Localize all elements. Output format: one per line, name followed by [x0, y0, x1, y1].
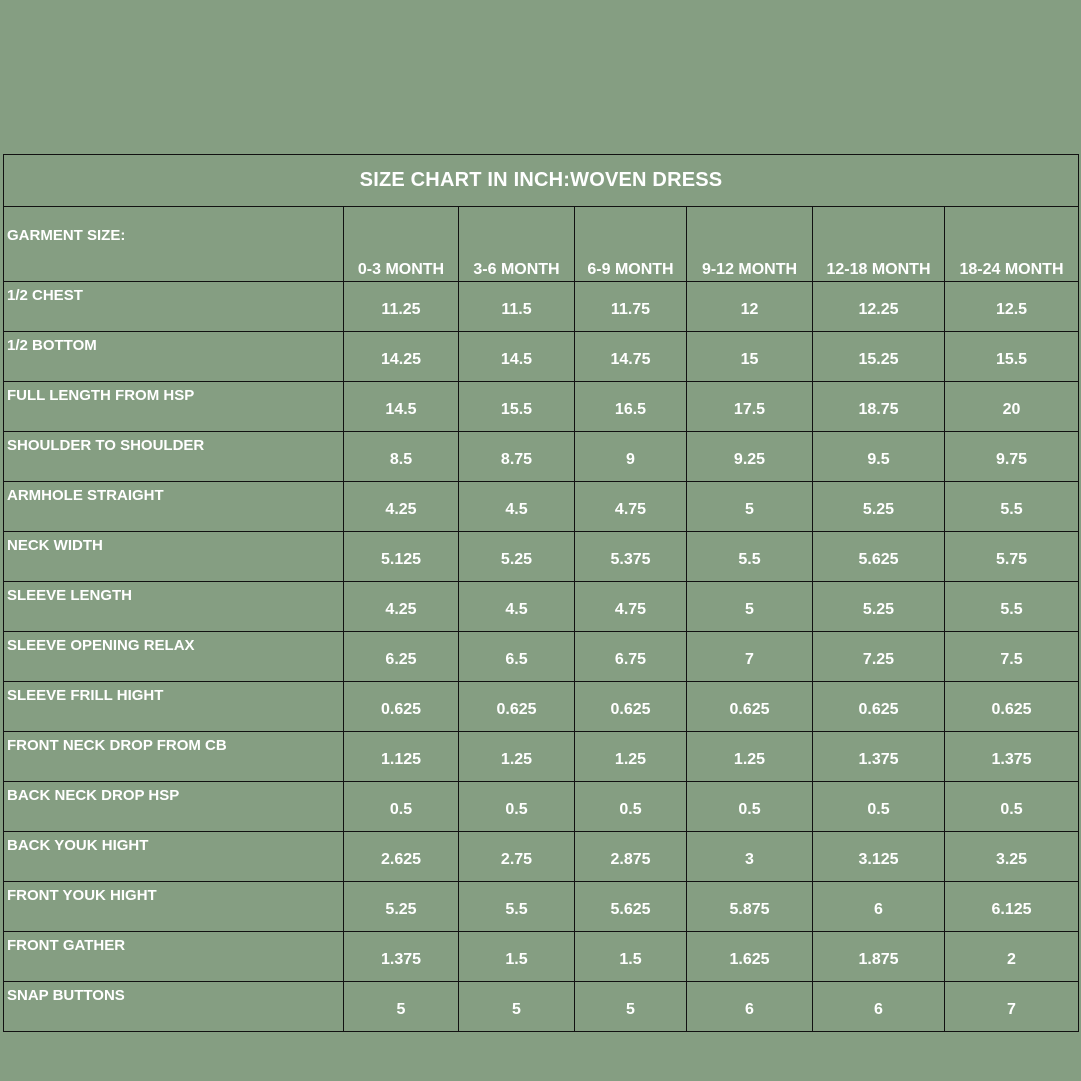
table-row	[4, 882, 1079, 932]
measurement-value: 4.5	[459, 582, 575, 632]
measurement-value: 17.5	[687, 382, 813, 432]
measurement-label: FRONT NECK DROP FROM CB	[4, 732, 344, 782]
measurement-label: SLEEVE LENGTH	[4, 582, 344, 632]
measurement-value: 9.75	[945, 432, 1079, 482]
measurement-value: 15.5	[945, 332, 1079, 382]
measurement-label: SNAP BUTTONS	[4, 982, 344, 1032]
measurement-label: SLEEVE OPENING RELAX	[4, 632, 344, 682]
measurement-value: 6.5	[459, 632, 575, 682]
measurement-value: 8.5	[344, 432, 459, 482]
header-row	[4, 207, 1079, 282]
measurement-value: 5.625	[813, 532, 945, 582]
measurement-value: 15	[687, 332, 813, 382]
size-header: 6-9 MONTH	[575, 207, 687, 282]
measurement-value: 0.625	[575, 682, 687, 732]
measurement-value: 9.5	[813, 432, 945, 482]
measurement-value: 2.75	[459, 832, 575, 882]
measurement-value: 9	[575, 432, 687, 482]
measurement-value: 2	[945, 932, 1079, 982]
table-row	[4, 332, 1079, 382]
table-row	[4, 682, 1079, 732]
measurement-value: 5.5	[687, 532, 813, 582]
measurement-value: 15.5	[459, 382, 575, 432]
measurement-value: 6.25	[344, 632, 459, 682]
size-header: 3-6 MONTH	[459, 207, 575, 282]
measurement-value: 6	[813, 982, 945, 1032]
measurement-value: 5	[575, 982, 687, 1032]
table-row	[4, 832, 1079, 882]
measurement-label: 1/2 BOTTOM	[4, 332, 344, 382]
measurement-label: SLEEVE FRILL HIGHT	[4, 682, 344, 732]
table-row	[4, 532, 1079, 582]
measurement-value: 14.5	[459, 332, 575, 382]
measurement-value: 5.375	[575, 532, 687, 582]
measurement-value: 6.125	[945, 882, 1079, 932]
measurement-label: BACK NECK DROP HSP	[4, 782, 344, 832]
measurement-value: 1.5	[459, 932, 575, 982]
table-row	[4, 382, 1079, 432]
measurement-value: 4.25	[344, 582, 459, 632]
size-header: 18-24 MONTH	[945, 207, 1079, 282]
measurement-value: 18.75	[813, 382, 945, 432]
measurement-value: 1.375	[945, 732, 1079, 782]
size-header: 12-18 MONTH	[813, 207, 945, 282]
measurement-value: 4.5	[459, 482, 575, 532]
measurement-value: 5.5	[945, 582, 1079, 632]
table-row	[4, 432, 1079, 482]
measurement-value: 0.5	[687, 782, 813, 832]
table-row	[4, 632, 1079, 682]
measurement-value: 16.5	[575, 382, 687, 432]
measurement-value: 3.125	[813, 832, 945, 882]
measurement-value: 14.5	[344, 382, 459, 432]
measurement-value: 0.5	[813, 782, 945, 832]
measurement-label: 1/2 CHEST	[4, 282, 344, 332]
measurement-label: FRONT GATHER	[4, 932, 344, 982]
measurement-value: 5	[344, 982, 459, 1032]
measurement-value: 1.25	[687, 732, 813, 782]
measurement-value: 7	[687, 632, 813, 682]
measurement-label: FRONT YOUK HIGHT	[4, 882, 344, 932]
measurement-value: 5.5	[459, 882, 575, 932]
measurement-label: NECK WIDTH	[4, 532, 344, 582]
measurement-value: 11.25	[344, 282, 459, 332]
table-row	[4, 582, 1079, 632]
measurement-value: 5.25	[813, 582, 945, 632]
measurement-value: 3.25	[945, 832, 1079, 882]
table-row	[4, 782, 1079, 832]
measurement-value: 1.625	[687, 932, 813, 982]
measurement-value: 0.5	[575, 782, 687, 832]
measurement-value: 12	[687, 282, 813, 332]
measurement-value: 5	[687, 582, 813, 632]
measurement-value: 4.75	[575, 482, 687, 532]
measurement-value: 5.25	[459, 532, 575, 582]
measurement-value: 5.25	[813, 482, 945, 532]
measurement-value: 5.75	[945, 532, 1079, 582]
measurement-value: 14.75	[575, 332, 687, 382]
measurement-value: 15.25	[813, 332, 945, 382]
measurement-value: 0.625	[813, 682, 945, 732]
measurement-value: 9.25	[687, 432, 813, 482]
measurement-value: 0.625	[459, 682, 575, 732]
measurement-value: 0.625	[344, 682, 459, 732]
measurement-value: 2.875	[575, 832, 687, 882]
measurement-value: 6	[813, 882, 945, 932]
measurement-value: 20	[945, 382, 1079, 432]
measurement-value: 11.75	[575, 282, 687, 332]
measurement-value: 11.5	[459, 282, 575, 332]
measurement-value: 1.125	[344, 732, 459, 782]
measurement-value: 7.25	[813, 632, 945, 682]
measurement-value: 1.5	[575, 932, 687, 982]
measurement-value: 12.5	[945, 282, 1079, 332]
measurement-label: FULL LENGTH FROM HSP	[4, 382, 344, 432]
measurement-value: 0.5	[459, 782, 575, 832]
measurement-value: 5.25	[344, 882, 459, 932]
measurement-value: 5	[687, 482, 813, 532]
garment-size-label: GARMENT SIZE:	[4, 207, 344, 282]
table-row	[4, 482, 1079, 532]
measurement-value: 5.125	[344, 532, 459, 582]
measurement-value: 7.5	[945, 632, 1079, 682]
measurement-value: 4.25	[344, 482, 459, 532]
size-header: 9-12 MONTH	[687, 207, 813, 282]
measurement-value: 8.75	[459, 432, 575, 482]
measurement-value: 1.25	[575, 732, 687, 782]
measurement-value: 3	[687, 832, 813, 882]
measurement-value: 5.5	[945, 482, 1079, 532]
measurement-value: 6	[687, 982, 813, 1032]
table-row	[4, 282, 1079, 332]
measurement-value: 0.5	[945, 782, 1079, 832]
measurement-label: ARMHOLE STRAIGHT	[4, 482, 344, 532]
size-chart-table	[3, 154, 1079, 1032]
measurement-value: 5	[459, 982, 575, 1032]
measurement-value: 12.25	[813, 282, 945, 332]
measurement-value: 14.25	[344, 332, 459, 382]
table-row	[4, 982, 1079, 1032]
measurement-value: 0.625	[687, 682, 813, 732]
measurement-value: 1.375	[344, 932, 459, 982]
measurement-value: 1.25	[459, 732, 575, 782]
measurement-value: 5.625	[575, 882, 687, 932]
measurement-label: SHOULDER TO SHOULDER	[4, 432, 344, 482]
measurement-value: 1.375	[813, 732, 945, 782]
measurement-value: 1.875	[813, 932, 945, 982]
title-row	[4, 155, 1079, 207]
measurement-value: 4.75	[575, 582, 687, 632]
measurement-value: 2.625	[344, 832, 459, 882]
measurement-label: BACK YOUK HIGHT	[4, 832, 344, 882]
measurement-value: 7	[945, 982, 1079, 1032]
chart-title: SIZE CHART IN INCH:WOVEN DRESS	[4, 155, 1079, 207]
size-header: 0-3 MONTH	[344, 207, 459, 282]
table-row	[4, 932, 1079, 982]
measurement-value: 0.625	[945, 682, 1079, 732]
measurement-value: 6.75	[575, 632, 687, 682]
table-row	[4, 732, 1079, 782]
measurement-value: 0.5	[344, 782, 459, 832]
measurement-value: 5.875	[687, 882, 813, 932]
